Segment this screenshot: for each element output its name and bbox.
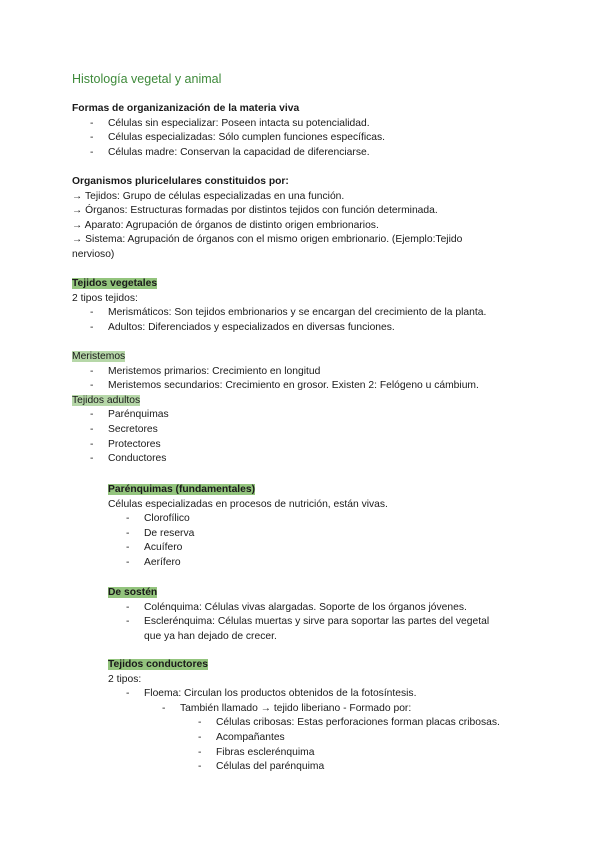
list-item [72,601,542,616]
list-item-text: Células madre: Conservan la capacidad de diferenciarse. [108,146,370,158]
bullet-dash: - [126,527,130,539]
arrow-line: → Órganos: Estructuras formadas por distintos tejidos con función determinada. [72,205,438,217]
section-heading: Formas de organizanización de la materia viva [72,103,300,114]
list-item [72,687,542,702]
bullet-dash: - [126,556,130,568]
section-heading-row [72,658,542,673]
list-item [72,716,542,731]
bullet-dash: - [126,601,130,613]
list-item [72,438,542,453]
section-heading: De sostén [108,587,158,598]
list-item [72,512,542,527]
bullet-dash: - [90,307,94,319]
section-heading-row [72,586,542,601]
page-title: Histología vegetal y animal [72,72,222,86]
section-heading-row [72,350,542,365]
section-heading: Meristemos [72,351,126,362]
list-item [72,146,542,161]
list-item-text: Fibras esclerénquima [216,746,315,758]
list-item-text: Esclerénquima: Células muertas y sirve para soportar las partes del vegetal [144,616,490,628]
list-item-text: Células especializadas: Sólo cumplen funciones específicas. [108,132,386,144]
section-conductores [72,658,542,775]
bullet-dash: - [90,438,94,450]
bullet-dash: - [90,132,94,144]
section-sosten [72,586,542,644]
list-item-text: que ya han dejado de crecer. [144,630,277,642]
list-item-text: Parénquimas [108,409,169,421]
bullet-dash: - [90,453,94,465]
list-item-text: También llamado → tejido liberiano - Formado por: [180,702,412,714]
bullet-dash: - [90,321,94,333]
bullet-dash: - [90,423,94,435]
list-item-text: Acompañantes [216,731,285,743]
section-intro: 2 tipos: [108,673,142,685]
list-item-text: Secretores [108,423,158,435]
list-item [72,117,542,132]
bullet-dash: - [198,761,202,773]
list-item-text: Aerífero [144,556,181,568]
section-heading-row [72,277,542,292]
list-item [72,615,542,630]
section-heading: Parénquimas (fundamentales) [108,484,256,495]
bullet-dash: - [198,746,202,758]
list-item [72,365,542,380]
list-item [72,702,542,717]
list-item [72,556,542,571]
list-item-continuation [72,630,542,645]
section-formas [72,102,542,160]
arrow-line: → Aparato: Agrupación de órganos de distinto origen embrionarios. [72,219,379,231]
bullet-dash: - [198,731,202,743]
list-item [72,541,542,556]
list-item-text: Células del parénquima [216,761,325,773]
list-item [72,527,542,542]
section-organismos [72,175,542,263]
bullet-dash: - [126,616,130,628]
list-item [72,379,542,394]
arrow-line: → Sistema: Agrupación de órganos con el mismo origen embrionario. (Ejemplo:Tejido [72,234,463,246]
bullet-dash: - [126,513,130,525]
list-item [72,746,542,761]
list-item [72,321,542,336]
section-parenquimas [72,483,542,571]
list-item-text: Adultos: Diferenciados y especializados en diversas funciones. [108,321,395,333]
bullet-dash: - [90,146,94,158]
list-item-text: Células sin especializar: Poseen intacta su potencialidad. [108,117,370,129]
list-item [72,423,542,438]
bullet-dash: - [90,380,94,392]
section-heading-row [72,483,542,498]
list-item [72,408,542,423]
section-intro: Células especializadas en procesos de nutrición, están vivas. [108,498,388,510]
list-item-text: Meristemos secundarios: Crecimiento en grosor. Existen 2: Felógeno u cámbium. [108,380,479,392]
bullet-dash: - [90,117,94,129]
section-intro: 2 tipos tejidos: [72,292,138,304]
list-item-text: Meristemos primarios: Crecimiento en longitud [108,365,321,377]
list-item [72,731,542,746]
list-item-text: Acuífero [144,542,183,554]
bullet-dash: - [162,702,166,714]
section-heading: Tejidos adultos [72,394,141,406]
list-item [72,131,542,146]
arrow-line: → Tejidos: Grupo de células especializadas en una función. [72,190,345,202]
list-item-text: Células cribosas: Estas perforaciones forman placas cribosas. [216,717,500,729]
arrow-line: nervioso) [72,248,115,260]
bullet-dash: - [90,365,94,377]
section-heading: Tejidos vegetales [72,278,158,289]
section-heading: Organismos pluricelulares constituidos por: [72,176,289,187]
section-heading-row [72,394,542,409]
bullet-dash: - [126,688,130,700]
list-item-text: Protectores [108,438,161,450]
list-item [72,760,542,775]
section-tejidos-vegetales [72,277,542,335]
list-item-text: Merismáticos: Son tejidos embrionarios y se encargan del crecimiento de la planta. [108,307,487,319]
bullet-dash: - [198,717,202,729]
list-item-text: Conductores [108,453,167,465]
list-item-text: Floema: Circulan los productos obtenidos de la fotosíntesis. [144,688,417,700]
list-item [72,306,542,321]
section-meristemos [72,350,542,467]
bullet-dash: - [126,542,130,554]
bullet-dash: - [90,409,94,421]
list-item-text: De reserva [144,527,195,539]
list-item [72,452,542,467]
list-item-text: Colénquima: Células vivas alargadas. Soporte de los órganos jóvenes. [144,601,467,613]
section-heading: Tejidos conductores [108,659,208,670]
list-item-text: Clorofílico [144,513,190,525]
